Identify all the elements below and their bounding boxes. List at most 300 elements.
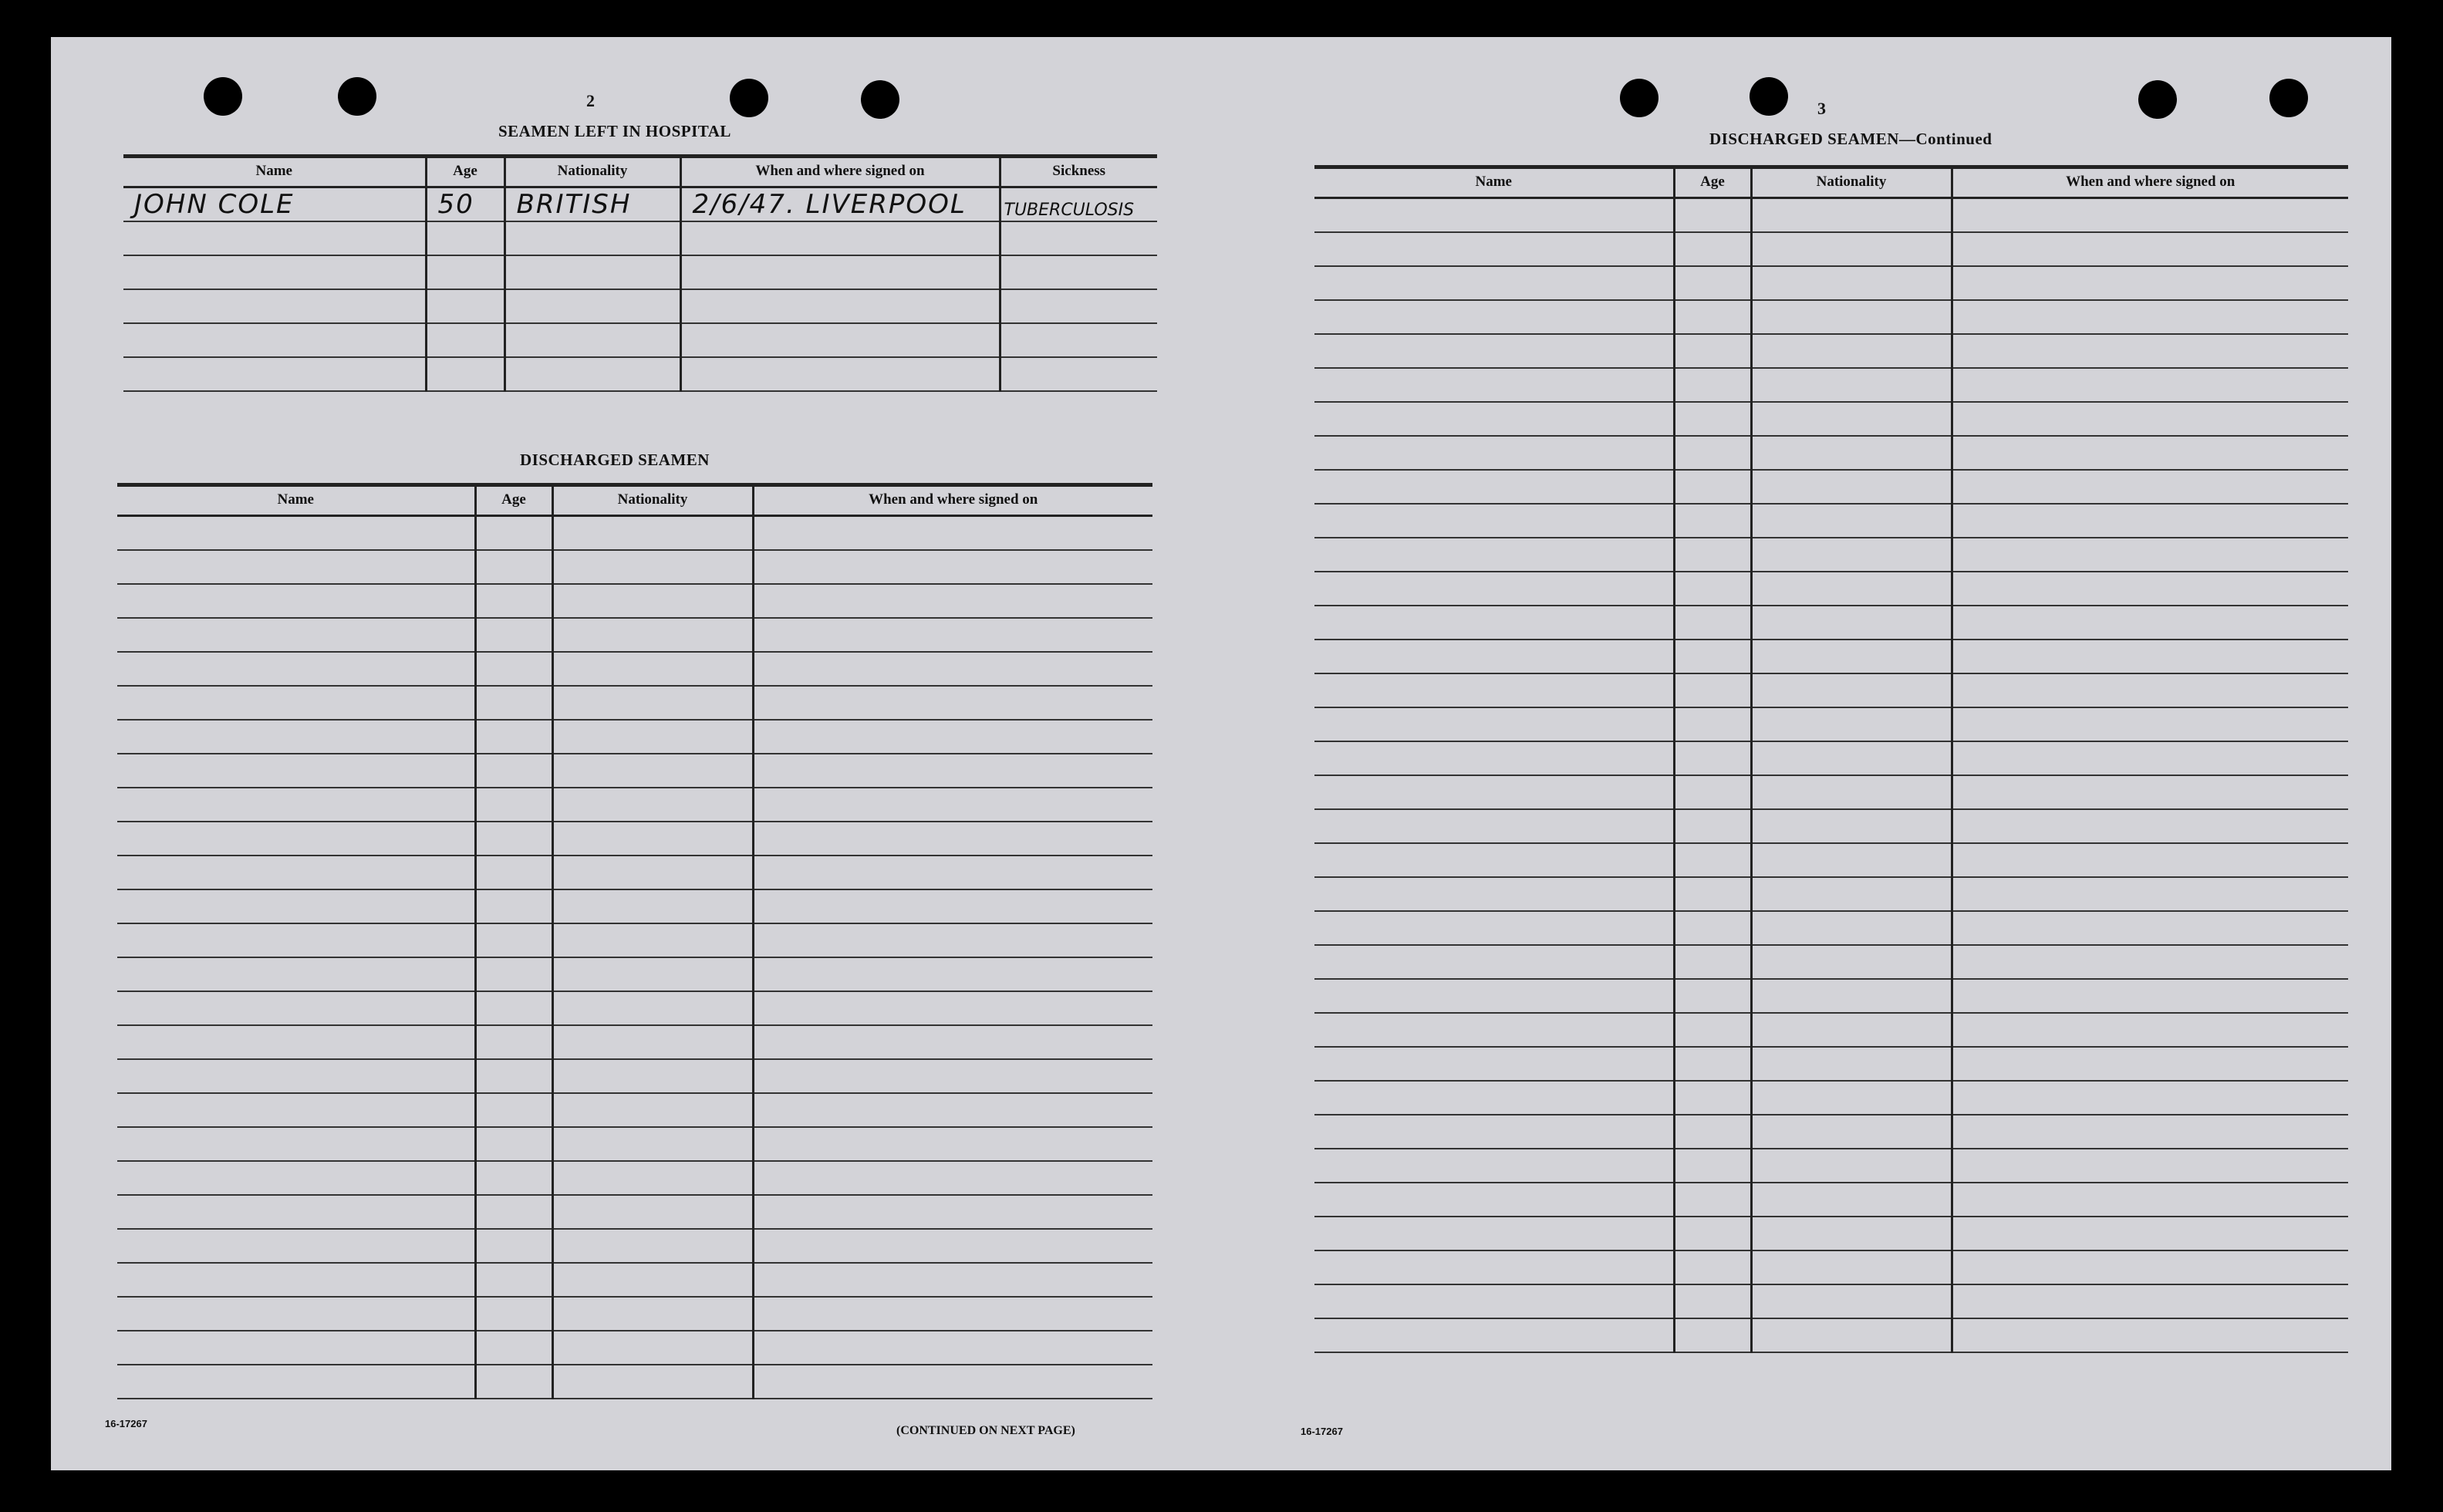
column-header-name: Name bbox=[117, 485, 475, 516]
empty-cell bbox=[753, 923, 1152, 957]
empty-cell bbox=[552, 856, 753, 889]
empty-cell bbox=[552, 618, 753, 652]
empty-cell bbox=[1674, 979, 1751, 1013]
table-row bbox=[123, 221, 1157, 255]
empty-cell bbox=[1751, 402, 1952, 436]
left-page bbox=[51, 37, 1185, 1470]
empty-cell bbox=[1751, 1250, 1952, 1284]
empty-cell bbox=[753, 1127, 1152, 1161]
empty-cell bbox=[117, 889, 475, 923]
table-row bbox=[117, 584, 1152, 618]
empty-cell bbox=[117, 1195, 475, 1229]
empty-cell bbox=[552, 1195, 753, 1229]
empty-cell bbox=[1751, 945, 1952, 979]
empty-cell bbox=[1952, 843, 2348, 877]
empty-cell bbox=[1314, 843, 1674, 877]
empty-cell bbox=[1674, 707, 1751, 741]
empty-cell bbox=[475, 584, 552, 618]
table-row bbox=[1314, 741, 2348, 775]
page-number: 3 bbox=[1817, 99, 1826, 118]
empty-cell bbox=[1751, 198, 1952, 233]
empty-cell bbox=[117, 686, 475, 720]
empty-cell bbox=[1751, 470, 1952, 504]
empty-cell bbox=[1952, 1250, 2348, 1284]
empty-cell bbox=[1674, 673, 1751, 707]
empty-cell bbox=[117, 720, 475, 754]
empty-cell bbox=[117, 991, 475, 1025]
empty-cell bbox=[1314, 877, 1674, 911]
empty-cell bbox=[475, 686, 552, 720]
empty-cell bbox=[1751, 1047, 1952, 1081]
empty-cell bbox=[475, 754, 552, 788]
seaman-nationality: BRITISH bbox=[504, 187, 680, 222]
empty-cell bbox=[1751, 707, 1952, 741]
empty-cell bbox=[1952, 1081, 2348, 1115]
empty-cell bbox=[1674, 640, 1751, 673]
empty-cell bbox=[1314, 436, 1674, 470]
empty-cell bbox=[1952, 402, 2348, 436]
empty-cell bbox=[1674, 1183, 1751, 1217]
empty-cell bbox=[552, 516, 753, 551]
empty-cell bbox=[1952, 741, 2348, 775]
table-row bbox=[123, 357, 1157, 391]
empty-cell bbox=[1314, 1115, 1674, 1149]
form-number: 16-17267 bbox=[105, 1418, 147, 1429]
table-row bbox=[1314, 911, 2348, 945]
empty-cell bbox=[1674, 843, 1751, 877]
table-row bbox=[117, 957, 1152, 991]
empty-cell bbox=[117, 923, 475, 957]
table-row bbox=[117, 822, 1152, 856]
empty-cell bbox=[1952, 572, 2348, 606]
empty-cell bbox=[1952, 945, 2348, 979]
empty-cell bbox=[753, 754, 1152, 788]
empty-cell bbox=[117, 1059, 475, 1093]
empty-cell bbox=[552, 822, 753, 856]
empty-cell bbox=[1674, 1284, 1751, 1318]
empty-cell bbox=[753, 1161, 1152, 1195]
table-row bbox=[1314, 504, 2348, 538]
empty-cell bbox=[552, 720, 753, 754]
table-row bbox=[117, 618, 1152, 652]
empty-cell bbox=[552, 1025, 753, 1059]
empty-cell bbox=[1674, 741, 1751, 775]
empty-cell bbox=[1674, 911, 1751, 945]
empty-cell bbox=[753, 686, 1152, 720]
table-row bbox=[1314, 775, 2348, 809]
empty-cell bbox=[1314, 1183, 1674, 1217]
empty-cell bbox=[1751, 538, 1952, 572]
empty-cell bbox=[1674, 1115, 1751, 1149]
empty-cell bbox=[1751, 809, 1952, 843]
empty-cell bbox=[475, 1195, 552, 1229]
table-row bbox=[1314, 945, 2348, 979]
table-row bbox=[1314, 809, 2348, 843]
empty-cell bbox=[1674, 606, 1751, 640]
empty-cell bbox=[753, 889, 1152, 923]
empty-cell bbox=[475, 550, 552, 584]
table-row bbox=[1314, 368, 2348, 402]
table-row bbox=[117, 1195, 1152, 1229]
empty-cell bbox=[1751, 1284, 1952, 1318]
table-row bbox=[1314, 673, 2348, 707]
empty-cell bbox=[552, 1127, 753, 1161]
column-header-nationality: Nationality bbox=[552, 485, 753, 516]
table-row bbox=[123, 255, 1157, 289]
empty-cell bbox=[117, 856, 475, 889]
empty-cell bbox=[1952, 1013, 2348, 1047]
empty-cell bbox=[753, 1093, 1152, 1127]
empty-cell bbox=[753, 957, 1152, 991]
column-header-name: Name bbox=[123, 157, 426, 187]
empty-cell bbox=[117, 788, 475, 822]
table-row bbox=[117, 889, 1152, 923]
empty-cell bbox=[1314, 775, 1674, 809]
empty-cell bbox=[1314, 368, 1674, 402]
empty-cell bbox=[1952, 640, 2348, 673]
table-row bbox=[123, 289, 1157, 323]
table-row bbox=[117, 1025, 1152, 1059]
table-row bbox=[1314, 334, 2348, 368]
table-row bbox=[1314, 572, 2348, 606]
empty-cell bbox=[1952, 707, 2348, 741]
page-number: 2 bbox=[586, 91, 595, 110]
column-header-age: Age bbox=[1674, 167, 1751, 198]
table-row bbox=[1314, 198, 2348, 233]
empty-cell bbox=[552, 1263, 753, 1297]
empty-cell bbox=[1674, 1149, 1751, 1183]
empty-cell bbox=[475, 720, 552, 754]
empty-cell bbox=[1751, 572, 1952, 606]
empty-cell bbox=[475, 1229, 552, 1263]
table-row bbox=[1314, 300, 2348, 334]
table-row bbox=[1314, 436, 2348, 470]
empty-cell bbox=[1674, 572, 1751, 606]
empty-cell bbox=[552, 957, 753, 991]
empty-cell bbox=[753, 550, 1152, 584]
hospital-section-title: SEAMEN LEFT IN HOSPITAL bbox=[498, 122, 731, 140]
empty-cell bbox=[1751, 1081, 1952, 1115]
empty-cell bbox=[1314, 673, 1674, 707]
empty-cell bbox=[475, 1263, 552, 1297]
empty-cell bbox=[753, 1297, 1152, 1331]
empty-cell bbox=[753, 1263, 1152, 1297]
empty-cell bbox=[1314, 945, 1674, 979]
empty-cell bbox=[117, 1093, 475, 1127]
empty-cell bbox=[1674, 945, 1751, 979]
table-row bbox=[117, 516, 1152, 551]
column-header-nationality: Nationality bbox=[504, 157, 680, 187]
table-row bbox=[117, 788, 1152, 822]
empty-cell bbox=[1314, 606, 1674, 640]
empty-cell bbox=[475, 889, 552, 923]
table-row bbox=[117, 923, 1152, 957]
empty-cell bbox=[1751, 843, 1952, 877]
empty-cell bbox=[117, 1263, 475, 1297]
empty-cell bbox=[1674, 1250, 1751, 1284]
table-row bbox=[117, 1297, 1152, 1331]
empty-cell bbox=[1751, 1149, 1952, 1183]
ledger-sheet bbox=[51, 37, 2391, 1470]
empty-cell bbox=[117, 516, 475, 551]
empty-cell bbox=[1314, 402, 1674, 436]
discharged-section-title: DISCHARGED SEAMEN bbox=[520, 451, 710, 469]
empty-cell bbox=[1751, 606, 1952, 640]
empty-cell bbox=[753, 1025, 1152, 1059]
empty-cell bbox=[1952, 538, 2348, 572]
empty-cell bbox=[475, 1365, 552, 1399]
right-page bbox=[1231, 37, 2391, 1470]
empty-cell bbox=[1674, 1047, 1751, 1081]
empty-cell bbox=[1952, 1115, 2348, 1149]
empty-cell bbox=[1751, 368, 1952, 402]
table-row bbox=[117, 856, 1152, 889]
hospital-table bbox=[123, 154, 1157, 392]
table-row bbox=[1314, 1183, 2348, 1217]
empty-cell bbox=[1952, 1284, 2348, 1318]
column-header-age: Age bbox=[475, 485, 552, 516]
table-row bbox=[123, 187, 1157, 222]
empty-cell bbox=[1674, 504, 1751, 538]
empty-cell bbox=[753, 1195, 1152, 1229]
empty-cell bbox=[753, 584, 1152, 618]
column-header-nationality: Nationality bbox=[1751, 167, 1952, 198]
table-row bbox=[117, 1059, 1152, 1093]
empty-cell bbox=[117, 957, 475, 991]
empty-cell bbox=[475, 822, 552, 856]
empty-cell bbox=[117, 1331, 475, 1365]
empty-cell bbox=[753, 516, 1152, 551]
empty-cell bbox=[1952, 300, 2348, 334]
empty-cell bbox=[552, 1093, 753, 1127]
empty-cell bbox=[1952, 979, 2348, 1013]
empty-cell bbox=[1674, 334, 1751, 368]
empty-cell bbox=[552, 923, 753, 957]
empty-cell bbox=[475, 856, 552, 889]
empty-cell bbox=[1674, 1318, 1751, 1352]
table-row bbox=[1314, 1284, 2348, 1318]
empty-cell bbox=[1314, 809, 1674, 843]
empty-cell bbox=[1751, 1183, 1952, 1217]
empty-cell bbox=[475, 652, 552, 686]
column-header-signed-on: When and where signed on bbox=[1952, 167, 2348, 198]
empty-cell bbox=[1314, 741, 1674, 775]
empty-cell bbox=[1314, 1318, 1674, 1352]
empty-cell bbox=[1674, 198, 1751, 233]
empty-cell bbox=[475, 516, 552, 551]
empty-cell bbox=[1751, 266, 1952, 300]
column-header-sickness: Sickness bbox=[1000, 157, 1157, 187]
table-row bbox=[1314, 1115, 2348, 1149]
empty-cell bbox=[1952, 1047, 2348, 1081]
empty-cell bbox=[1751, 911, 1952, 945]
empty-cell bbox=[1314, 1149, 1674, 1183]
table-row bbox=[1314, 1047, 2348, 1081]
empty-cell bbox=[753, 720, 1152, 754]
empty-cell bbox=[1952, 1318, 2348, 1352]
column-header-name: Name bbox=[1314, 167, 1674, 198]
empty-cell bbox=[117, 822, 475, 856]
table-row bbox=[1314, 606, 2348, 640]
empty-cell bbox=[117, 550, 475, 584]
empty-cell bbox=[1314, 300, 1674, 334]
empty-cell bbox=[475, 1297, 552, 1331]
empty-cell bbox=[1674, 1013, 1751, 1047]
empty-cell bbox=[475, 1025, 552, 1059]
empty-cell bbox=[1314, 1250, 1674, 1284]
empty-cell bbox=[1674, 232, 1751, 266]
empty-cell bbox=[475, 1093, 552, 1127]
table-row bbox=[1314, 402, 2348, 436]
empty-cell bbox=[1314, 232, 1674, 266]
empty-cell bbox=[1952, 877, 2348, 911]
empty-cell bbox=[117, 1229, 475, 1263]
column-header-signed-on: When and where signed on bbox=[680, 157, 1000, 187]
empty-cell bbox=[1314, 504, 1674, 538]
empty-cell bbox=[117, 1161, 475, 1195]
seaman-sickness: TUBERCULOSIS bbox=[1000, 187, 1157, 222]
empty-cell bbox=[1314, 1284, 1674, 1318]
table-row bbox=[117, 1263, 1152, 1297]
empty-cell bbox=[1674, 538, 1751, 572]
empty-cell bbox=[1952, 775, 2348, 809]
table-row bbox=[117, 652, 1152, 686]
empty-cell bbox=[552, 584, 753, 618]
empty-cell bbox=[1952, 232, 2348, 266]
empty-cell bbox=[1314, 1013, 1674, 1047]
table-row bbox=[1314, 640, 2348, 673]
table-row bbox=[117, 1365, 1152, 1399]
table-row bbox=[117, 1093, 1152, 1127]
empty-cell bbox=[1314, 1081, 1674, 1115]
table-row bbox=[1314, 1081, 2348, 1115]
empty-cell bbox=[1674, 1217, 1751, 1250]
empty-cell bbox=[552, 1297, 753, 1331]
empty-cell bbox=[1952, 673, 2348, 707]
empty-cell bbox=[475, 991, 552, 1025]
discharged-continued-title: DISCHARGED SEAMEN—Continued bbox=[1709, 130, 1993, 148]
empty-cell bbox=[475, 1161, 552, 1195]
empty-cell bbox=[552, 1229, 753, 1263]
empty-cell bbox=[1751, 877, 1952, 911]
empty-cell bbox=[1952, 198, 2348, 233]
seaman-signed-on: 2/6/47. LIVERPOOL bbox=[680, 187, 1000, 222]
empty-cell bbox=[1751, 640, 1952, 673]
table-row bbox=[1314, 1149, 2348, 1183]
empty-cell bbox=[1314, 1217, 1674, 1250]
empty-cell bbox=[1314, 334, 1674, 368]
empty-cell bbox=[753, 1365, 1152, 1399]
table-row bbox=[117, 754, 1152, 788]
empty-cell bbox=[1952, 809, 2348, 843]
empty-cell bbox=[1751, 436, 1952, 470]
empty-cell bbox=[552, 788, 753, 822]
table-row bbox=[1314, 538, 2348, 572]
continued-note: (CONTINUED ON NEXT PAGE) bbox=[896, 1424, 1075, 1437]
empty-cell bbox=[1751, 1318, 1952, 1352]
table-row bbox=[1314, 1318, 2348, 1352]
table-row bbox=[117, 1331, 1152, 1365]
table-row bbox=[1314, 470, 2348, 504]
empty-cell bbox=[1314, 572, 1674, 606]
empty-cell bbox=[1674, 266, 1751, 300]
empty-cell bbox=[753, 856, 1152, 889]
empty-cell bbox=[1751, 979, 1952, 1013]
table-row bbox=[117, 720, 1152, 754]
empty-cell bbox=[552, 1331, 753, 1365]
empty-cell bbox=[1952, 911, 2348, 945]
empty-cell bbox=[117, 1025, 475, 1059]
empty-cell bbox=[117, 584, 475, 618]
empty-cell bbox=[552, 652, 753, 686]
seaman-age: 50 bbox=[426, 187, 504, 222]
discharged-continued-table bbox=[1314, 165, 2348, 1353]
table-row bbox=[1314, 707, 2348, 741]
table-row bbox=[117, 1161, 1152, 1195]
table-row bbox=[1314, 877, 2348, 911]
table-row bbox=[1314, 979, 2348, 1013]
empty-cell bbox=[552, 889, 753, 923]
empty-cell bbox=[1751, 673, 1952, 707]
empty-cell bbox=[1952, 1217, 2348, 1250]
empty-cell bbox=[1952, 436, 2348, 470]
empty-cell bbox=[1952, 1149, 2348, 1183]
empty-cell bbox=[552, 1365, 753, 1399]
empty-cell bbox=[117, 618, 475, 652]
table-row bbox=[1314, 1250, 2348, 1284]
table-row bbox=[1314, 232, 2348, 266]
table-row bbox=[123, 323, 1157, 357]
empty-cell bbox=[1674, 300, 1751, 334]
empty-cell bbox=[117, 1127, 475, 1161]
empty-cell bbox=[1952, 470, 2348, 504]
empty-cell bbox=[1751, 504, 1952, 538]
form-number: 16-17267 bbox=[1301, 1426, 1343, 1437]
empty-cell bbox=[1952, 334, 2348, 368]
empty-cell bbox=[1751, 775, 1952, 809]
column-header-signed-on: When and where signed on bbox=[753, 485, 1152, 516]
empty-cell bbox=[1314, 470, 1674, 504]
column-header-age: Age bbox=[426, 157, 504, 187]
empty-cell bbox=[475, 1059, 552, 1093]
table-row bbox=[1314, 1013, 2348, 1047]
empty-cell bbox=[117, 652, 475, 686]
empty-cell bbox=[1314, 979, 1674, 1013]
empty-cell bbox=[1674, 470, 1751, 504]
empty-cell bbox=[117, 1297, 475, 1331]
empty-cell bbox=[1952, 504, 2348, 538]
empty-cell bbox=[753, 822, 1152, 856]
empty-cell bbox=[1751, 1115, 1952, 1149]
empty-cell bbox=[1674, 436, 1751, 470]
empty-cell bbox=[1751, 232, 1952, 266]
empty-cell bbox=[1674, 1081, 1751, 1115]
empty-cell bbox=[1314, 707, 1674, 741]
empty-cell bbox=[753, 618, 1152, 652]
table-row bbox=[117, 1127, 1152, 1161]
empty-cell bbox=[1314, 911, 1674, 945]
table-row bbox=[1314, 843, 2348, 877]
empty-cell bbox=[1674, 877, 1751, 911]
empty-cell bbox=[1314, 640, 1674, 673]
empty-cell bbox=[753, 1229, 1152, 1263]
empty-cell bbox=[552, 1161, 753, 1195]
empty-cell bbox=[552, 686, 753, 720]
empty-cell bbox=[1751, 741, 1952, 775]
empty-cell bbox=[753, 1059, 1152, 1093]
empty-cell bbox=[552, 1059, 753, 1093]
empty-cell bbox=[753, 652, 1152, 686]
